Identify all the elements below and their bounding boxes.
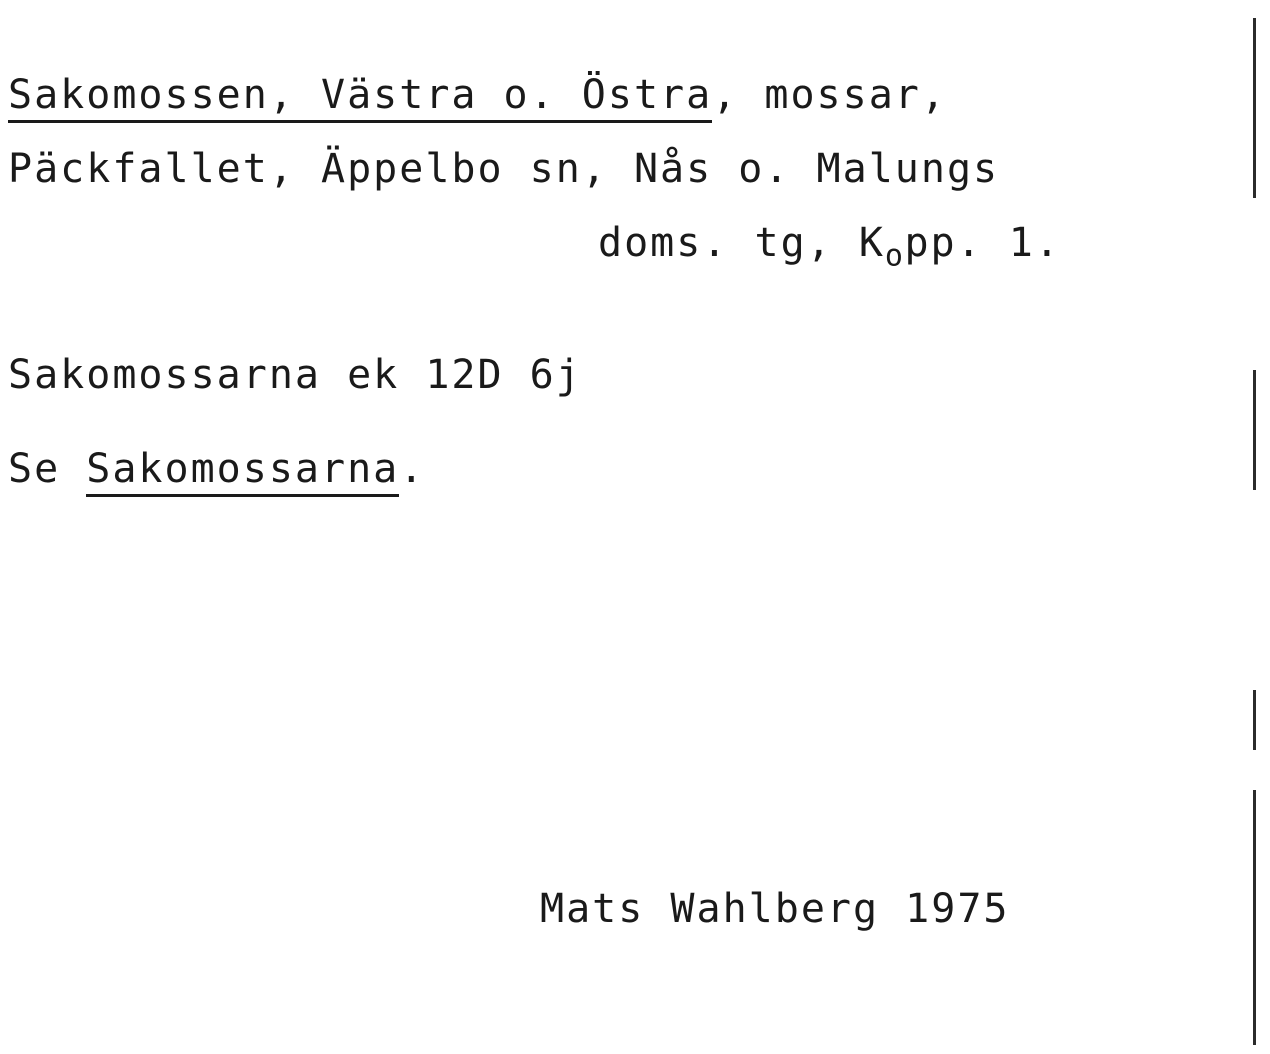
jurisdiction-post: pp. 1. (904, 220, 1061, 266)
card-edge-mark (1253, 18, 1256, 198)
headword-rest: , mossar, (712, 72, 947, 118)
spacer (8, 294, 1188, 338)
reference-post: . (399, 445, 426, 492)
jurisdiction-pre: doms. tg, K (598, 220, 885, 266)
reference-line (8, 432, 1188, 506)
card-edge-mark (1253, 690, 1256, 750)
headword-line (8, 58, 1188, 132)
signature: Mats Wahlberg 1975 (540, 886, 1010, 932)
jurisdiction-subscript: o (884, 238, 905, 274)
jurisdiction-line (8, 206, 1188, 294)
card-edge-mark (1253, 790, 1256, 1045)
reference-underlined: Sakomossarna (86, 446, 399, 497)
location-line: Päckfallet, Äppelbo sn, Nås o. Malungs (8, 146, 1000, 192)
entry-line: Sakomossarna ek 12D 6j (8, 351, 582, 398)
card-edge-mark (1253, 370, 1256, 490)
reference-pre: Se (8, 445, 87, 492)
card-text-block (8, 58, 1188, 506)
headword-underlined: Sakomossen, Västra o. Östra (8, 72, 712, 123)
